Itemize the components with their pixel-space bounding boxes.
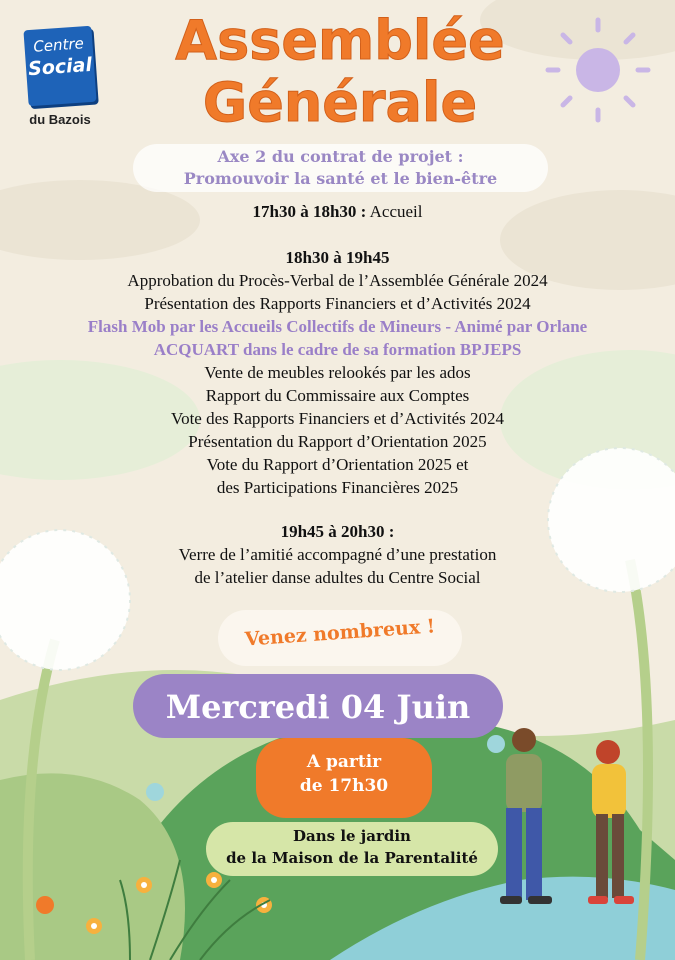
block2-item-5: Vote des Rapports Financiers et d’Activités 2024 [170, 409, 505, 428]
block2-item-8: des Participations Financières 2025 [216, 478, 459, 497]
callout-text: Venez nombreux ! [244, 615, 436, 651]
place-line-1: Dans le jardin [293, 827, 411, 845]
block3-time: 19h45 à 20h30 : [280, 522, 395, 541]
flashmob-line-2: ACQUART dans le cadre de sa formation BPJEPS [153, 340, 522, 359]
block2-item-7: Vote du Rapport d’Orientation 2025 et [206, 455, 469, 474]
place-line-2: de la Maison de la Parentalité [226, 849, 478, 867]
block2-item-4: Rapport du Commissaire aux Comptes [205, 386, 470, 405]
logo-line-2: Social [27, 53, 93, 81]
time-line-2: de 17h30 [299, 776, 389, 796]
subtitle-line-2: Promouvoir la santé et le bien-être [183, 169, 498, 188]
flashmob-line-1: Flash Mob par les Accueils Collectifs de Mineurs - Animé par Orlane [87, 317, 588, 336]
event-date: Mercredi 04 Juin [165, 688, 471, 726]
logo-line-1: Centre [32, 34, 85, 56]
block2-time: 18h30 à 19h45 [285, 248, 390, 267]
block2-item-6: Présentation du Rapport d’Orientation 2025 [188, 432, 487, 451]
title-line-1: Assemblée [175, 9, 505, 72]
block2-item-3: Vente de meubles relookés par les ados [204, 363, 471, 382]
time-line-1: A partir [306, 752, 382, 772]
block3-item-1: Verre de l’amitié accompagné d’une prestation [178, 545, 497, 564]
block3-item-2: de l’atelier danse adultes du Centre Social [194, 568, 481, 587]
welcome-label: Accueil [366, 202, 423, 221]
subtitle-line-1: Axe 2 du contrat de projet : [217, 147, 464, 166]
logo-subtitle: du Bazois [29, 112, 91, 127]
title-line-2: Générale [202, 71, 478, 134]
block2-item-1: Approbation du Procès-Verbal de l’Assemblée Générale 2024 [127, 271, 548, 290]
welcome-line [0, 200, 675, 223]
welcome-time: 17h30 à 18h30 : [252, 202, 367, 221]
centre-social-logo [23, 26, 96, 107]
block2-item-2: Présentation des Rapports Financiers et d’Activités 2024 [144, 294, 531, 313]
